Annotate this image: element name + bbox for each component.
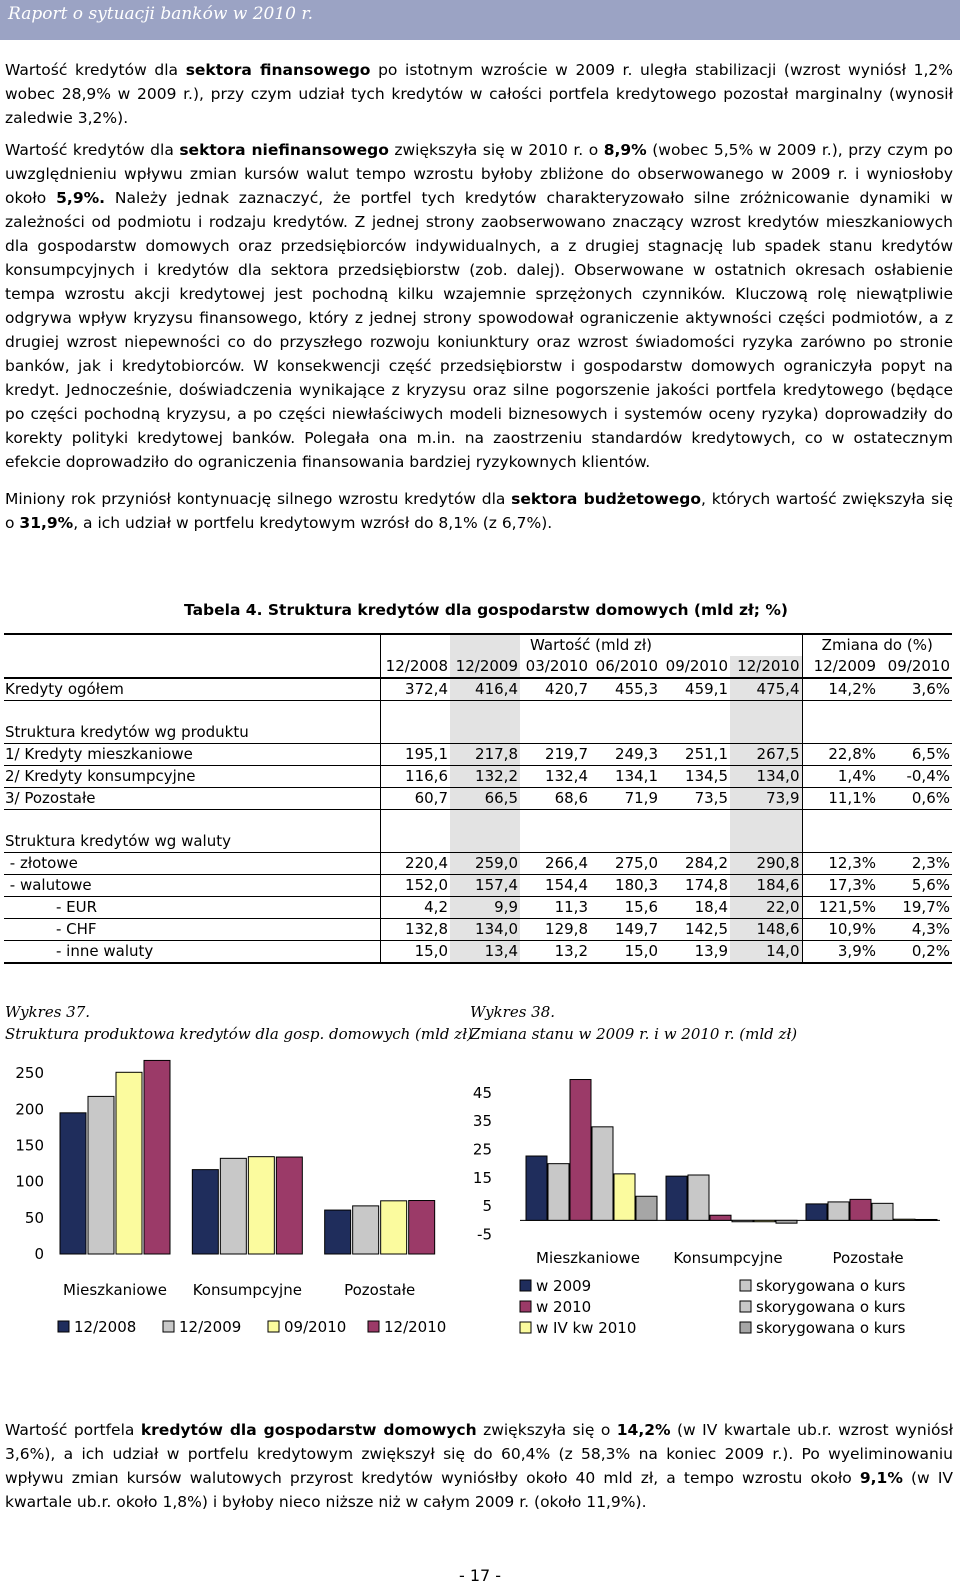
x-category-label: Pozostałe [344,1281,416,1299]
col-header: 12/2009 [450,656,520,678]
x-category-label: Konsumpcyjne [673,1249,783,1267]
y-tick-label: 200 [15,1100,44,1119]
table-cell: 134,1 [590,766,660,788]
bold-span: 8,9% [603,141,647,159]
text-span: Wartość kredytów dla [5,61,186,79]
bar [409,1201,435,1254]
bar [570,1080,591,1221]
chart37-svg [0,1055,465,1375]
paragraph-nonfinancial-sector [5,138,953,474]
bar [88,1096,114,1254]
table-cell: 284,2 [660,853,730,875]
legend-swatch [520,1280,531,1291]
table-cell: 11,3 [520,897,590,919]
table-cell: 2,3% [878,853,952,875]
bar [276,1157,302,1254]
legend-label: skorygowana o kurs [756,1298,906,1316]
bold-span: kredytów dla gospodarstw domowych [140,1421,477,1439]
y-tick-label: 5 [482,1197,492,1216]
paragraph-budget-sector [5,487,953,535]
table-cell: 14,0 [730,941,802,964]
table-cell: 420,7 [520,678,590,701]
table-cell: 71,9 [590,788,660,810]
table-cell: 73,9 [730,788,802,810]
bar [60,1113,86,1254]
table-cell: 184,6 [730,875,802,897]
row-label: 1/ Kredyty mieszkaniowe [4,744,380,766]
table-cell: 459,1 [660,678,730,701]
y-tick-label: 35 [472,1112,492,1131]
chart38-number: Wykres 38. [470,1003,556,1021]
x-category-label: Mieszkaniowe [63,1281,167,1299]
table-cell: 152,0 [380,875,450,897]
y-tick-label: 45 [472,1083,492,1102]
table-cell: 475,4 [730,678,802,701]
table-cell: 142,5 [660,919,730,941]
table-cell: 3,9% [802,941,878,964]
table-cell: 455,3 [590,678,660,701]
table-cell: 290,8 [730,853,802,875]
text-span: Miniony rok przyniósł kontynuację silnego wzrostu kredytów dla [5,490,512,508]
table-cell: 220,4 [380,853,450,875]
table-cell: 14,2% [802,678,878,701]
table-cell: 0,2% [878,941,952,964]
table-row [4,853,952,875]
bar [144,1060,170,1254]
legend-label: 12/2009 [179,1318,242,1336]
table-cell: 17,3% [802,875,878,897]
table-cell: 148,6 [730,919,802,941]
table-cell: 219,7 [520,744,590,766]
bar [325,1210,351,1254]
header-title: Raport o sytuacji banków w 2010 r. [8,4,314,24]
table-cell: 22,8% [802,744,878,766]
table-cell: 4,3% [878,919,952,941]
table-cell: 13,2 [520,941,590,964]
col-header: 09/2010 [660,656,730,678]
bar [828,1202,849,1220]
page-number: - 17 - [458,1566,502,1585]
table-cell: 132,4 [520,766,590,788]
section-label-product: Struktura kredytów wg produktu [4,722,380,744]
bold-span: 14,2% [616,1421,671,1439]
table-row-total [4,678,952,701]
text-span: (w IV kwartale ub.r. około 1,8%) i byłoby nieco niższe niż w całym 2009 r. (około 11,9%). [5,1469,953,1511]
table-cell: 10,9% [802,919,878,941]
section-label-currency: Struktura kredytów wg waluty [4,831,380,853]
table-cell: 217,8 [450,744,520,766]
table-cell: 66,5 [450,788,520,810]
table-cell: 267,5 [730,744,802,766]
table-title: Tabela 4. Struktura kredytów dla gospodarstw domowych (mld zł; %) [184,601,788,619]
table-cell: 249,3 [590,744,660,766]
table-cell: 12,3% [802,853,878,875]
bar [636,1196,657,1220]
table-row [4,766,952,788]
y-tick-label: 25 [472,1140,492,1159]
bar [548,1164,569,1221]
row-label: - inne waluty [4,941,380,964]
table-cell: 116,6 [380,766,450,788]
paragraph-households [5,1418,953,1514]
table-cell: -0,4% [878,766,952,788]
bar [850,1199,871,1220]
bar [526,1156,547,1220]
bar [248,1157,274,1254]
bar [732,1220,753,1221]
col-header: 09/2010 [878,656,952,678]
legend-label: w 2009 [536,1277,592,1295]
table-cell: 149,7 [590,919,660,941]
text-span: Wartość kredytów dla [5,141,180,159]
table-cell: 4,2 [380,897,450,919]
table-cell: 134,0 [450,919,520,941]
y-tick-label: -5 [477,1225,492,1244]
table-row [4,941,952,964]
text-span: , których wartość zwiększyła się o [5,490,953,532]
chart37-caption [5,1001,473,1045]
bold-span: 31,9% [19,514,74,532]
chart37-title: Struktura produktowa kredytów dla gosp. domowych (mld zł) [5,1025,473,1043]
row-label: Kredyty ogółem [4,678,380,701]
y-tick-label: 250 [15,1064,44,1083]
table-cell: 0,6% [878,788,952,810]
col-header: 12/2010 [730,656,802,678]
text-span: Należy jednak zaznaczyć, że portfel tych kredytów charakteryzowało silne zróżnicowanie dynamiki w zależności od podmiotu i rodzaju kredytów. Z jednej strony zaobserwowano znaczący wzrost kredytów mieszkaniowych dla gospodarstw domowych oraz przedsiębiorców indywidualnych, a z drugiej stagnację lub spadek stanu kredytów konsumpcyjnych i kredytów dla sektora przedsiębiorstw (zob. dalej). Obserwowane w ostatnich okresach osłabienie tempa wzrostu akcji kredytowej jest pochodną kilku wzajemnie sprzężonych czynników. Kluczową rolę niewątpliwie odgrywa wpływ kryzysu finansowego, który z jednej strony spowodował ograniczenie aktywności części podmiotów, a z drugiej wzrost niepewności co do przyszłego rozwoju koniunktury oraz wzrost świadomości ryzyka zarówno po stronie banków, jak i kredytobiorców. W konsekwencji część przedsiębiorstw i gospodarstw domowych ograniczyła popyt na kredyt. Jednocześnie, doświadczenia wynikające z kryzysu oraz silne pogorszenie jakości portfela kredytowego (będące po części pochodną kryzysu, a po części niewłaściwych modeli biznesowych i systemów oceny ryzyka) doprowadziły do korekty polityki kredytowej banków. Polegała ona m.in. na zaostrzeniu standardów kredytowych, co w ostatecznym efekcie doprowadziło do ograniczenia finansowania bardziej ryzykownych klientów. [5,189,953,471]
row-label: 2/ Kredyty konsumpcyjne [4,766,380,788]
table-cell: 416,4 [450,678,520,701]
bold-span: 9,1% [859,1469,903,1487]
table-cell: 154,4 [520,875,590,897]
table-cell: 68,6 [520,788,590,810]
text-span: (wobec 5,5% w 2009 r.), przy czym po uwzględnieniu wpływu zmian kursów walut tempo wzrostu byłoby zbliżone do obserwowanego w 2009 r. i wyniosłoby około [5,141,953,207]
bold-span: 5,9%. [56,189,106,207]
legend-swatch [520,1322,531,1333]
legend-swatch [740,1301,751,1312]
chart38-svg [470,1055,960,1375]
bar [894,1219,915,1220]
table-cell: 5,6% [878,875,952,897]
bar [592,1127,613,1221]
text-span: po istotnym wzroście w 2009 r. uległa stabilizacji (wzrost wyniósł 1,2% wobec 28,9% w 2009 r.), przy czym udział tych kredytów w całości portfela kredytowego pozostał marginalny (wynosił zaledwie 3,2%). [5,61,953,127]
x-category-label: Pozostałe [832,1249,904,1267]
y-tick-label: 150 [15,1136,44,1155]
row-label: 3/ Pozostałe [4,788,380,810]
table-cell: 129,8 [520,919,590,941]
table-cell: 18,4 [660,897,730,919]
row-label: - CHF [4,919,380,941]
table-cell: 73,5 [660,788,730,810]
group-header-value: Wartość (mld zł) [530,636,653,654]
table-cell: 251,1 [660,744,730,766]
bar [872,1203,893,1220]
legend-swatch [740,1322,751,1333]
table-cell: 13,4 [450,941,520,964]
bar [381,1201,407,1254]
text-span: , a ich udział w portfelu kredytowym wzrósł do 8,1% (z 6,7%). [73,514,553,532]
row-label: - walutowe [4,875,380,897]
legend-swatch [740,1280,751,1291]
y-tick-label: 50 [24,1208,44,1227]
bar [806,1204,827,1220]
table-row [4,875,952,897]
table-cell: 60,7 [380,788,450,810]
table-cell: 275,0 [590,853,660,875]
table-cell: 15,0 [380,941,450,964]
table-cell: 259,0 [450,853,520,875]
table-cell: 157,4 [450,875,520,897]
y-tick-label: 100 [15,1172,44,1191]
col-header: 06/2010 [590,656,660,678]
table-cell: 195,1 [380,744,450,766]
table-row [4,919,952,941]
table-cell: 174,8 [660,875,730,897]
col-header: 12/2008 [380,656,450,678]
col-header: 12/2009 [802,656,878,678]
table-cell: 121,5% [802,897,878,919]
paragraph-financial-sector [5,58,953,130]
chart38-caption [470,1001,797,1045]
table-cell: 22,0 [730,897,802,919]
bold-span: sektora budżetowego [511,490,702,508]
table-cell: 134,0 [730,766,802,788]
bar [688,1175,709,1220]
bar [353,1206,379,1254]
bar [192,1170,218,1254]
bar [666,1176,687,1220]
table-cell: 9,9 [450,897,520,919]
legend-swatch [58,1321,69,1332]
table-row [4,897,952,919]
legend-swatch [520,1301,531,1312]
table-row [4,744,952,766]
bar [916,1219,937,1220]
chart38-title: Zmiana stanu w 2009 r. i w 2010 r. (mld zł) [470,1025,798,1043]
bar [220,1158,246,1254]
bar [776,1220,797,1223]
household-credit-table [4,633,952,964]
table-cell: 132,2 [450,766,520,788]
table-row [4,788,952,810]
legend-label: 12/2010 [384,1318,447,1336]
legend-label: 09/2010 [284,1318,347,1336]
legend-swatch [268,1321,279,1332]
table-cell: 266,4 [520,853,590,875]
legend-label: 12/2008 [74,1318,137,1336]
table-cell: 11,1% [802,788,878,810]
legend-label: skorygowana o kurs [756,1319,906,1337]
group-header-change: Zmiana do (%) [802,635,952,656]
legend-label: w IV kw 2010 [536,1319,637,1337]
col-header: 03/2010 [520,656,590,678]
table-cell: 372,4 [380,678,450,701]
table-cell: 1,4% [802,766,878,788]
bold-span: sektora finansowego [185,61,371,79]
table-cell: 15,0 [590,941,660,964]
page-header [0,0,960,40]
legend-label: w 2010 [536,1298,592,1316]
x-category-label: Mieszkaniowe [536,1249,640,1267]
chart37-number: Wykres 37. [5,1003,91,1021]
table-cell: 13,9 [660,941,730,964]
table-cell: 3,6% [878,678,952,701]
bar [614,1174,635,1220]
row-label: - złotowe [4,853,380,875]
y-tick-label: 15 [472,1168,492,1187]
table-cell: 180,3 [590,875,660,897]
bold-span: sektora niefinansowego [179,141,389,159]
bar [710,1215,731,1220]
table-cell: 132,8 [380,919,450,941]
legend-swatch [163,1321,174,1332]
table-cell: 15,6 [590,897,660,919]
table-cell: 6,5% [878,744,952,766]
table-cell: 19,7% [878,897,952,919]
legend-swatch [368,1321,379,1332]
text-span: Wartość portfela [5,1421,141,1439]
bar [116,1072,142,1254]
legend-label: skorygowana o kurs [756,1277,906,1295]
row-label: - EUR [4,897,380,919]
text-span: zwiększyła się o [476,1421,617,1439]
x-category-label: Konsumpcyjne [192,1281,302,1299]
table-cell: 134,5 [660,766,730,788]
y-tick-label: 0 [34,1245,44,1263]
text-span: (w IV kwartale ub.r. wzrost wyniósł 3,6%), a ich udział w portfelu kredytowym zwiększył się do 60,4% (z 58,3% na koniec 2009 r.). Po wyeliminowaniu wpływu zmian kursów walutowych przyrost kredytów wyniósłby około 40 mld zł, a tempo wzrostu około [5,1421,954,1487]
text-span: zwiększyła się w 2010 r. o [388,141,604,159]
bar [754,1220,775,1221]
